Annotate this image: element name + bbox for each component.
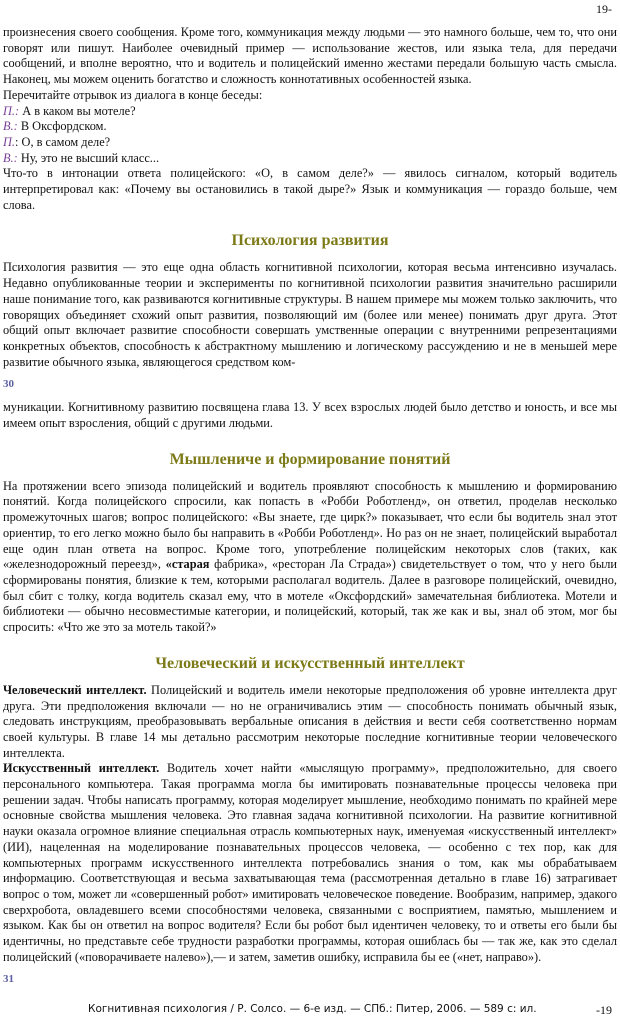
thinking-paragraph <box>3 479 617 636</box>
page-number-top: 19- <box>596 2 612 16</box>
artificial-intelligence-paragraph <box>3 761 617 965</box>
dialog-text: А в каком вы мотеле? <box>19 103 136 118</box>
dialog-text: Ну, это не высший класс... <box>17 150 160 165</box>
dialog-line <box>3 151 617 167</box>
speaker-label: П. <box>3 134 16 149</box>
page-content <box>3 25 617 995</box>
bold-word: «старая <box>165 557 210 572</box>
speaker-label: В.: <box>3 150 18 165</box>
page-marker-30: 30 <box>3 378 14 391</box>
footer-citation: Когнитивная психология / Р. Солсо. — 6-е изд. — СПб.: Питер, 2006. — 589 с: ил. <box>88 1003 537 1015</box>
section-title-thinking: Мышлениче и формирование понятий <box>169 450 451 468</box>
dialog-text: В Оксфордском. <box>17 119 107 134</box>
development-paragraph-2: муникации. Когнитивному развитию посвящена глава 13. У всех взрослых людей было детство и юность, и все мы имеем опыт взросления, общий с другими людьми. <box>3 400 617 431</box>
intro-paragraph-1: произнесения своего сообщения. Кроме того, коммуникация между людьми — это намного больше, чем то, что они говорят или пишут. Наиболее очевидный пример — использование жестов, или языка тела, для передачи сообщений, и вполне вероятно, что и водитель и полицейский именно жестами передали большую часть смысла. Наконец, мы можем оценить богатство и сложность коннотативных особенностей языка. <box>3 25 617 87</box>
dialog-line <box>3 135 617 151</box>
dialog-line <box>3 119 617 135</box>
section-title-development: Психология развития <box>231 232 389 250</box>
speaker-label: В.: <box>3 119 18 134</box>
dialog-lead: Перечитайте отрывок из диалога в конце беседы: <box>3 87 263 102</box>
human-intelligence-label: Человеческий интеллект. <box>3 682 147 697</box>
thinking-text-b: фабрика», «ресторан Ла Страда») свидетельствует о том, что у него были сформированы понятия, близкие к тем, которыми располагал водитель. Далее в разговоре полицейский, очевидно, был сбит с толку, когда водитель сказал ему, что в мотеле «Оксфордский» замечательная библиотека. Мотели и библиотеки — обычно несовместимые категории, и полицейский, который, так же как и вы, знал об этом, мог бы спросить: «Что же это за мотель такой?» <box>3 557 617 635</box>
intro-paragraph-2: Что-то в интонации ответа полицейского: «О, в самом деле?» — явилось сигналом, который водитель интерпретировал как: «Почему вы остановились в такой дыре?» Язык и коммуникация — гораздо больше, чем слова. <box>3 166 617 212</box>
page-number-bottom: -19 <box>596 1003 612 1017</box>
section-title-intelligence: Человеческий и искусственный интеллект <box>155 654 465 672</box>
development-paragraph-1: Психология развития — это еще одна область когнитивной психологии, которая весьма интенсивно изучалась. Недавно опубликованные теории и эксперименты по когнитивной психологии развития значительно расширили наше понимание того, как развиваются когнитивные структуры. В нашем примере мы можем только заключить, что говорящих объединяет схожий опыт развития, позволяющий им (более или менее) понимать друг друга. Этот общий опыт включает развитие способности совершать умственные операции с внутренними репрезентациями конкретных объектов, способность к абстрактному мышлению и логическому рассуждению и не в меньшей мере развитие обычного языка, являющегося средством ком- <box>3 260 617 369</box>
thinking-text-a: На протяжении всего эпизода полицейский и водитель проявляют способность к мышлению и формированию понятий. Когда полицейского спросили, как попасть в «Робби Роботленд», он ответил, проделав несколько промежуточных шагов; вопрос полицейского: «Вы знаете, где цирк?» показывает, что если бы водитель знал этот ориентир, то его легко можно было бы направить в «Робби Роботленд». Но раз он не знает, полицейский выработал еще один план ответа на вопрос. Кроме того, употребление полицейским некоторых слов (таких, как «железнодорожный переезд», <box>3 478 617 572</box>
dialog-text: : О, в самом деле? <box>15 134 111 149</box>
human-intelligence-paragraph <box>3 683 617 762</box>
speaker-label: П.: <box>3 103 20 118</box>
page-marker-31: 31 <box>3 973 14 986</box>
human-intelligence-text: Полицейский и водитель имели некоторые предположения об уровне интеллекта друг друга. Эти предположения включали — но не ограничивались этим — способность понимать обычный язык, следовать инструкциям, преобразовывать вербальные описания в действия и вести себя соответственно нормам своей культуры. В главе 14 мы детально рассмотрим некоторые последние когнитивные теории человеческого интеллекта. <box>3 682 617 760</box>
artificial-intelligence-text: Водитель хочет найти «мыслящую программу», предположительно, для своего персонального компьютера. Такая программа могла бы имитировать познавательные процессы человека при решении задач. Чтобы написать программу, которая моделирует мышление, необходимо понимать по крайней мере основные свойства мышления человека. Это главная задача когнитивной психологии. На развитие когнитивной науки оказала огромное влияние специальная отрасль компьютерных наук, именуемая «искусственный интеллект» (ИИ), нацеленная на моделирование познавательных процессов человека, — особенно с тех пор, как для компьютерных программ искусственного интеллекта потребовались знания о том, как мы обрабатываем информацию. Соответствующая и весьма захватывающая тема (рассмотренная детально в главе 16) затрагивает вопрос о том, может ли «совершенный робот» имитировать человеческое поведение. Вообразим, например, эдакого сверхробота, овладевшего всеми способностями человека, связанными с восприятием, памятью, мышлением и языком. Как бы он ответил на вопрос водителя? Если бы робот был идентичен человеку, то и ответы его были бы идентичны, но представьте себе трудности разработки программы, которая ошиблась бы — так же, как это сделал полицейский («поворачиваете налево»),— и затем, заметив ошибку, исправила бы ее («нет, направо»). <box>3 761 617 964</box>
dialog-line <box>3 104 617 120</box>
artificial-intelligence-label: Искусственный интеллект. <box>3 761 160 776</box>
